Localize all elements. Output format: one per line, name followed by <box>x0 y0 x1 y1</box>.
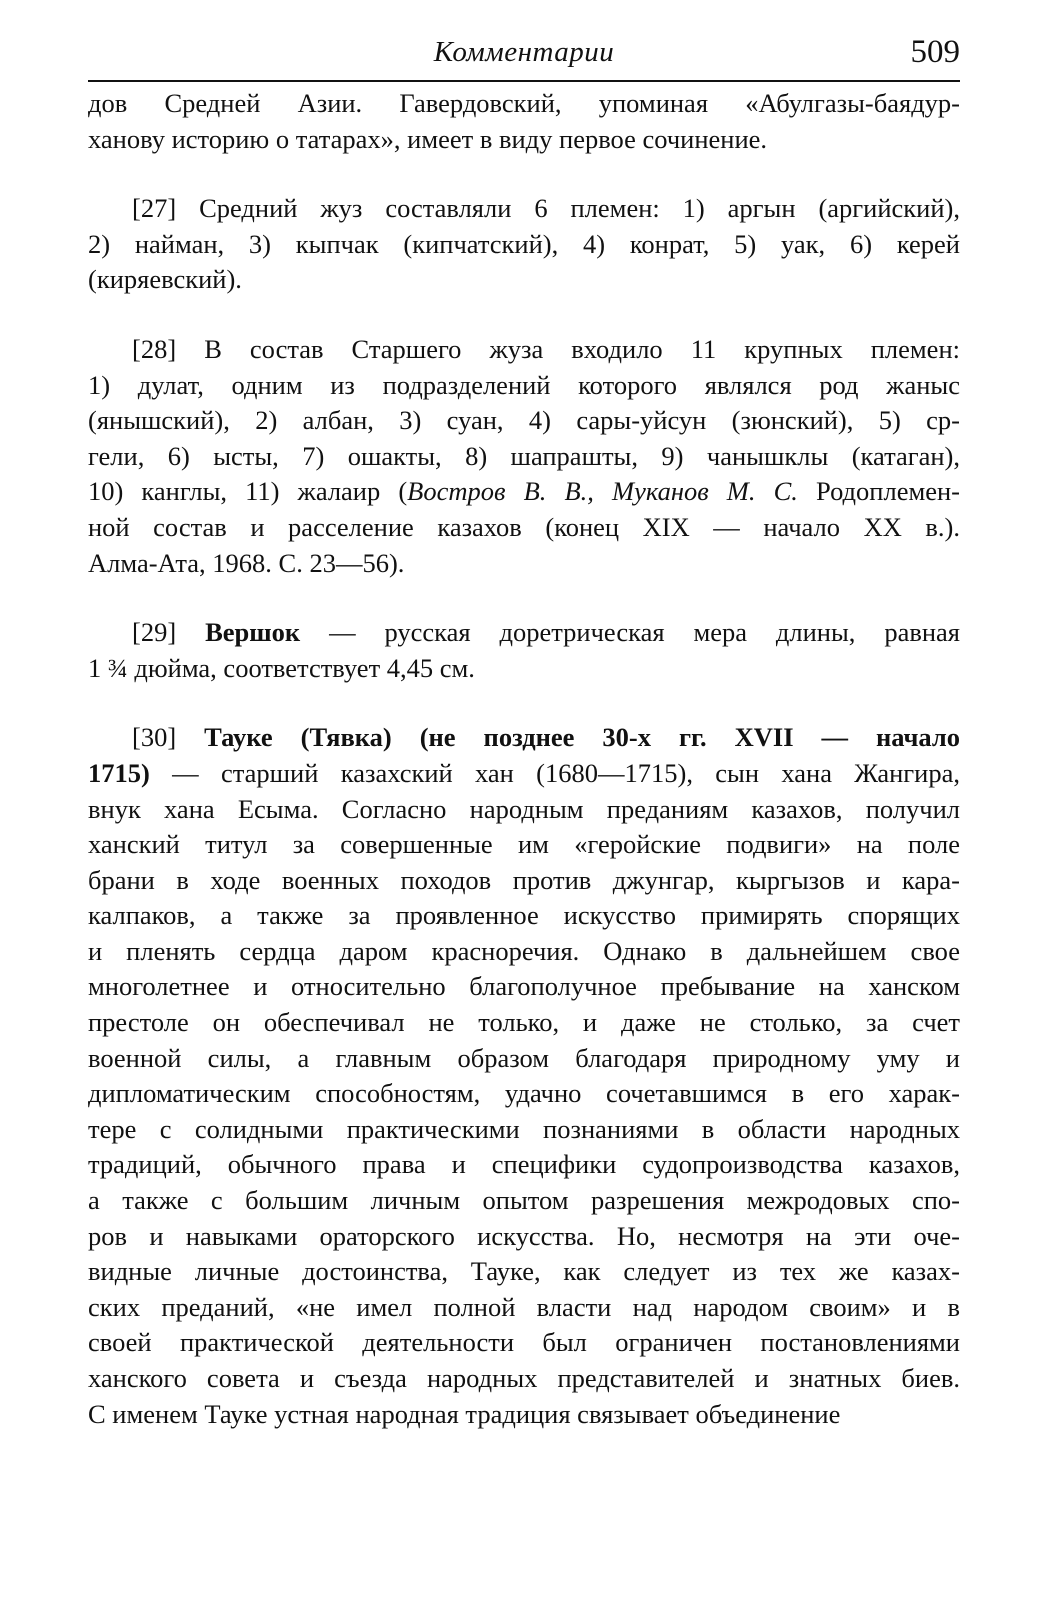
note-term: Вершок <box>205 617 301 648</box>
text-line: Алма-Ата, 1968. С. 23—56). <box>88 547 405 578</box>
text-line: брани в ходе военных походов против джунгар, кыргызов и кара- <box>88 864 960 895</box>
text-line: ров и навыками ораторского искусства. Но, несмотря на эти оче- <box>88 1220 960 1251</box>
text-line: 1) дулат, одним из подразделений которого являлся род жаныс <box>88 369 960 400</box>
text-line <box>88 615 960 651</box>
text-line: а также с большим личным опытом разрешения межродовых спо- <box>88 1185 960 1216</box>
text-line: и пленять сердца даром красноречия. Однако в дальнейшем свое <box>88 935 960 966</box>
text-line: ной состав и расселение казахов (конец XIX — начало XX в.). <box>88 511 960 542</box>
text-run: Родоплемен- <box>797 476 960 507</box>
text-line <box>88 720 960 756</box>
text-line: гели, 6) ысты, 7) ошакты, 8) шапрашты, 9) чанышклы (катаган), <box>88 440 960 471</box>
text-line: [28] В состав Старшего жуза входило 11 крупных племен: <box>132 333 960 364</box>
note-30 <box>88 720 960 1432</box>
text-line: калпаков, а также за проявленное искусство примирять спорящих <box>88 900 960 931</box>
page-number: 509 <box>910 34 960 70</box>
text-run: — старший казахский хан (1680—1715), сын хана Жангира, <box>149 757 960 788</box>
text-line: (янышский), 2) албан, 3) суан, 4) сары-уйсун (зюнский), 5) ср- <box>88 405 960 436</box>
note-28 <box>88 332 960 581</box>
note-term: Тауке (Тявка) (не позднее 30-х гг. XVII — начало <box>204 722 960 753</box>
text-run: — русская доретрическая мера длины, равная <box>300 617 960 648</box>
text-line: ских преданий, «не имел полной власти над народом своим» и в <box>88 1291 960 1322</box>
text-line <box>88 756 960 792</box>
text-line: ханский титул за совершенные им «геройские подвиги» на поле <box>88 829 960 860</box>
running-head-title: Комментарии <box>433 36 615 68</box>
note-term-cont: 1715) <box>88 757 150 788</box>
citation-authors: Востров В. В., Муканов М. С. <box>407 476 798 507</box>
text-line: многолетнее и относительно благополучное пребывание на ханском <box>88 971 960 1002</box>
text-line: своей практической деятельности был ограничен постановлениями <box>88 1327 960 1358</box>
text-line: (киряевский). <box>88 264 242 295</box>
paragraph-continued <box>88 86 960 157</box>
text-line: внук хана Есыма. Согласно народным преданиям казахов, получил <box>88 793 960 824</box>
text-run: 10) канглы, 11) жалаир ( <box>88 476 408 507</box>
text-line: дипломатическим способностям, удачно сочетавшимся в его харак- <box>88 1078 960 1109</box>
text-line: ханову историю о татарах», имеет в виду первое сочинение. <box>88 123 768 154</box>
text-line: ханского совета и съезда народных представителей и знатных биев. <box>88 1363 960 1393</box>
note-27 <box>88 191 960 298</box>
text-line: 2) найман, 3) кыпчак (кипчатский), 4) конрат, 5) уак, 6) керей <box>88 228 960 259</box>
text-line: С именем Тауке устная народная традиция связывает объединение <box>88 1398 841 1429</box>
note-29 <box>88 615 960 686</box>
text-line: традиций, обычного права и специфики судопроизводства казахов, <box>88 1149 960 1180</box>
text-line: престоле он обеспечивал не только, и даже не столько, за счет <box>88 1007 960 1038</box>
header-rule <box>88 80 960 82</box>
text-line: [27] Средний жуз составляли 6 племен: 1) аргын (аргийский), <box>132 193 960 224</box>
text-line: видные личные достоинства, Тауке, как следует из тех же казах- <box>88 1256 960 1287</box>
text-line: 1 ¾ дюйма, соответствует 4,45 см. <box>88 652 475 683</box>
running-head <box>88 36 960 76</box>
text-line <box>88 474 960 510</box>
note-number: [29] <box>132 617 206 648</box>
text-line: дов Средней Азии. Гавердовский, упоминая «Абулгазы-баядур- <box>88 88 960 118</box>
page-body <box>88 86 960 1432</box>
note-number: [30] <box>132 722 205 753</box>
text-line: тере с солидными практическими познаниями в области народных <box>88 1113 960 1144</box>
text-line: военной силы, а главным образом благодаря природному уму и <box>88 1042 960 1073</box>
